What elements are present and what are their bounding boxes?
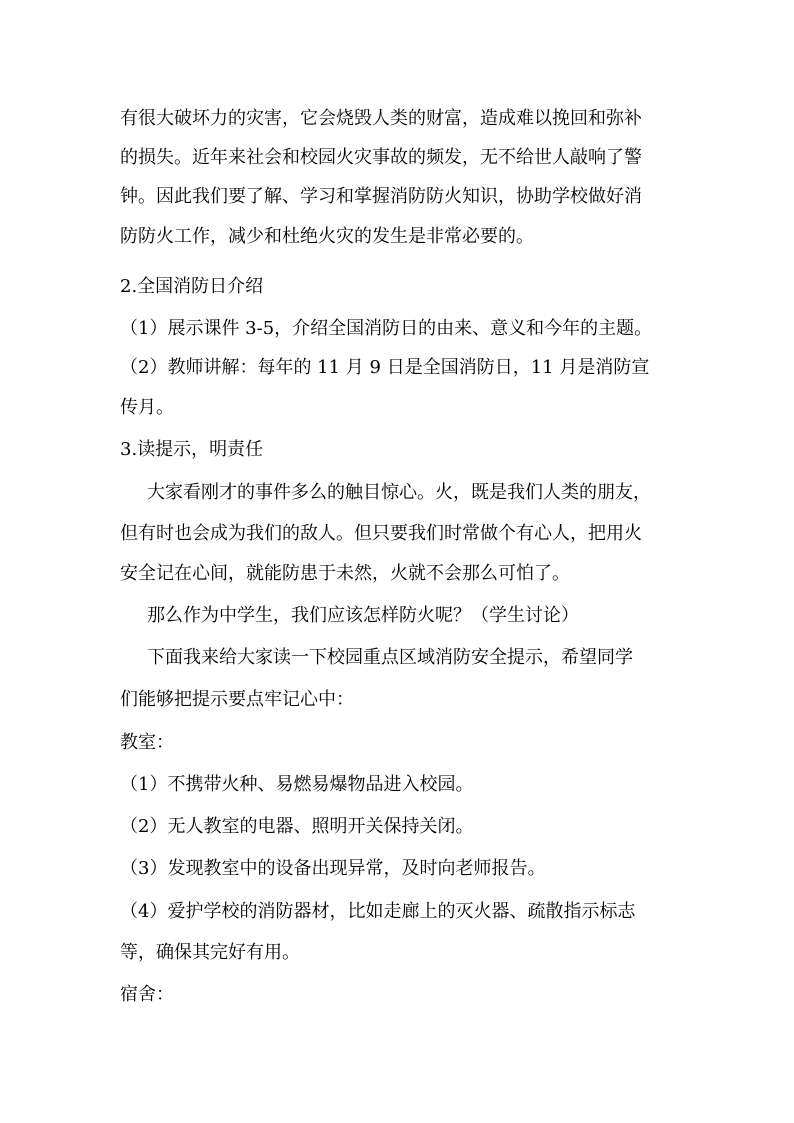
paragraph-line: 防防火工作，减少和杜绝火灾的发生是非常必要的。	[120, 226, 534, 247]
paragraph-line: 那么作为中学生，我们应该怎样防火呢？（学生讨论）	[147, 605, 579, 626]
list-item: （4）爱护学校的消防器材，比如走廊上的灭火器、疏散指示标志	[120, 901, 636, 922]
section-heading: 2.全国消防日介绍	[120, 276, 264, 297]
paragraph-line: 大家看刚才的事件多么的触目惊心。火，既是我们人类的朋友，	[147, 482, 651, 503]
list-item: （1）展示课件 3-5，介绍全国消防日的由来、意义和今年的主题。	[120, 318, 653, 339]
paragraph-line: 有很大破坏力的灾害，它会烧毁人类的财富，造成难以挽回和弥补	[120, 108, 642, 129]
paragraph-line: 的损失。近年来社会和校园火灾事故的频发，无不给世人敲响了警	[120, 147, 642, 168]
list-item: （3）发现教室中的设备出现异常，及时向老师报告。	[120, 858, 546, 879]
paragraph-line: 钟。因此我们要了解、学习和掌握消防防火知识，协助学校做好消	[120, 186, 642, 207]
paragraph-line: 但有时也会成为我们的敌人。但只要我们时常做个有心人，把用火	[120, 523, 642, 544]
list-item: （2）无人教室的电器、照明开关保持关闭。	[120, 816, 474, 837]
section-heading: 3.读提示，明责任	[120, 439, 264, 460]
paragraph-line: 等，确保其完好有用。	[120, 942, 300, 963]
paragraph-line: 下面我来给大家读一下校园重点区域消防安全提示，希望同学	[147, 647, 633, 668]
list-item: （2）教师讲解：每年的 11 月 9 日是全国消防日，11 月是消防宣	[120, 357, 650, 378]
list-item: （1）不携带火种、易燃易爆物品进入校园。	[120, 774, 474, 795]
section-heading: 宿舍：	[120, 984, 174, 1005]
section-heading: 教室：	[120, 732, 174, 753]
paragraph-line: 传月。	[120, 397, 174, 418]
paragraph-line: 安全记在心间，就能防患于未然，火就不会那么可怕了。	[120, 563, 570, 584]
paragraph-line: 们能够把提示要点牢记心中：	[120, 689, 354, 710]
